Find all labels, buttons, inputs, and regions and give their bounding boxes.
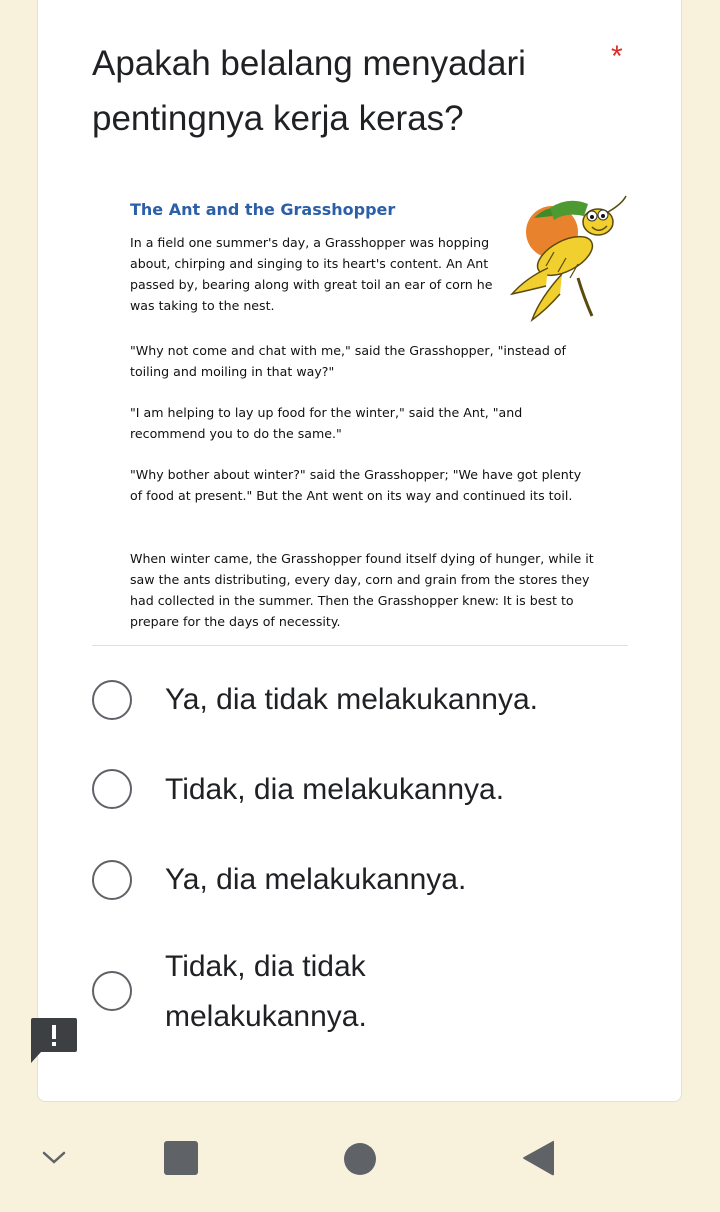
recents-icon[interactable] xyxy=(164,1141,198,1175)
option-tidak-dia-tidak-melakukannya[interactable] xyxy=(92,942,612,1042)
question-title: Apakah belalang menyadari pentingnya kerja keras? xyxy=(92,44,526,138)
divider xyxy=(92,645,628,646)
required-marker: * xyxy=(611,40,623,73)
feedback-icon[interactable] xyxy=(31,1018,77,1064)
radio-button[interactable] xyxy=(92,769,132,809)
radio-button[interactable] xyxy=(92,860,132,900)
passage-image xyxy=(92,180,628,636)
option-label: Tidak, dia melakukannya. xyxy=(165,773,505,806)
passage-paragraph: "I am helping to lay up food for the winter," said the Ant, "and recommend you to do the same." xyxy=(130,405,523,441)
option-tidak-dia-melakukannya[interactable] xyxy=(92,765,612,815)
option-label: Ya, dia melakukannya. xyxy=(165,863,467,896)
home-icon[interactable] xyxy=(343,1142,377,1176)
system-navigation-bar xyxy=(0,1105,720,1212)
passage-paragraph: "Why not come and chat with me," said the Grasshopper, "instead of toiling and moiling in that way?" xyxy=(130,343,566,379)
grasshopper-illustration xyxy=(500,194,630,328)
radio-button[interactable] xyxy=(92,680,132,720)
back-icon[interactable] xyxy=(521,1139,555,1177)
passage-title: The Ant and the Grasshopper xyxy=(130,200,396,219)
option-ya-dia-melakukannya[interactable] xyxy=(92,855,612,905)
option-label: Ya, dia tidak melakukannya. xyxy=(165,683,538,716)
passage-paragraph: In a field one summer's day, a Grasshopper was hopping about, chirping and singing to its heart's content. An Ant passed by, bearing along with great toil an ear of corn he was taking to the nest. xyxy=(130,235,493,313)
option-ya-dia-tidak-melakukannya[interactable] xyxy=(92,675,612,725)
option-label: Tidak, dia tidak melakukannya. xyxy=(165,950,367,1033)
chevron-down-icon[interactable] xyxy=(42,1151,66,1165)
passage-paragraph: When winter came, the Grasshopper found itself dying of hunger, while it saw the ants distributing, every day, corn and grain from the stores they had collected in the summer. Then the Grasshopper knew: It is best to prepare for the days of necessity. xyxy=(130,551,594,629)
radio-button[interactable] xyxy=(92,971,132,1011)
passage-paragraph: "Why bother about winter?" said the Grasshopper; "We have got plenty of food at present." But the Ant went on its way and continued its toil. xyxy=(130,467,582,503)
